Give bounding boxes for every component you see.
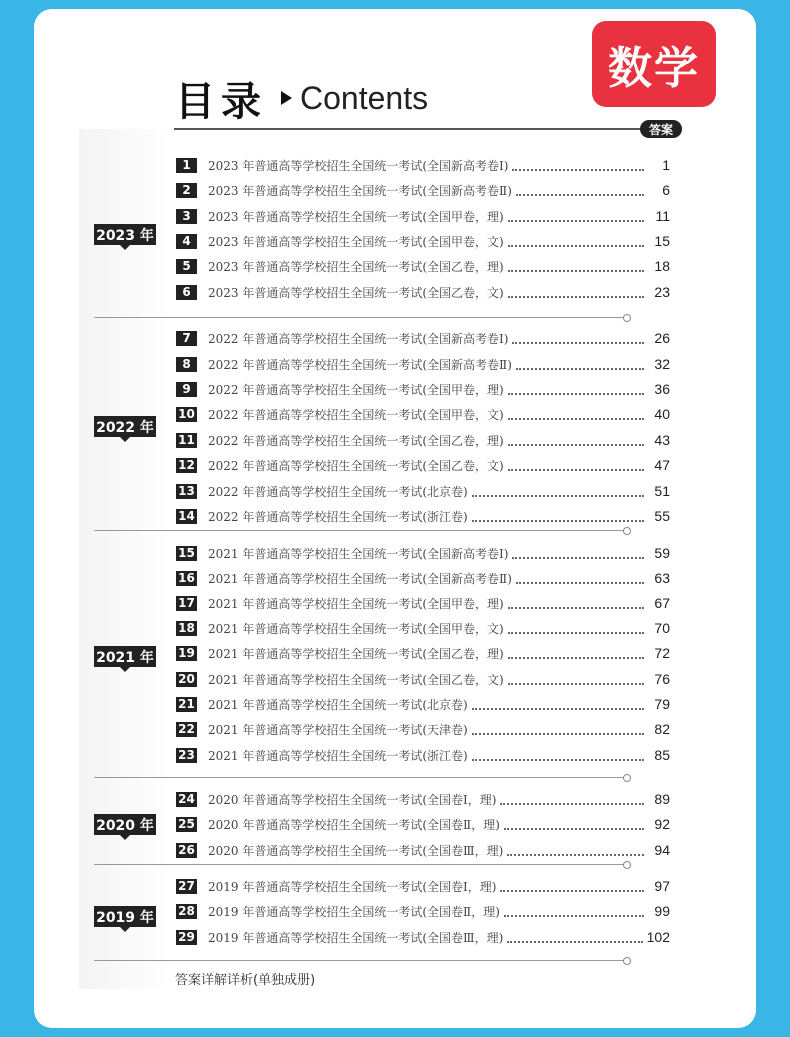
entry-title: 2019 年普通高等学校招生全国统一考试(全国卷Ⅲ，理) [208, 930, 504, 945]
entry-title: 2021 年普通高等学校招生全国统一考试(天津卷) [208, 722, 468, 737]
entry-title: 2022 年普通高等学校招生全国统一考试(浙江卷) [208, 509, 468, 524]
entry-page: 11 [655, 208, 670, 224]
entry-page: 89 [654, 791, 670, 807]
entry-title: 2021 年普通高等学校招生全国统一考试(浙江卷) [208, 748, 468, 763]
entry-page: 72 [654, 645, 670, 661]
entry-number: 15 [176, 546, 197, 561]
toc-entry[interactable] [176, 790, 670, 808]
entry-title: 2023 年普通高等学校招生全国统一考试(全国甲卷，理) [208, 209, 504, 224]
leader-dots [472, 511, 644, 522]
divider-end-dot [623, 774, 631, 782]
entry-title: 2023 年普通高等学校招生全国统一考试(全国甲卷，文) [208, 234, 504, 249]
entry-number: 23 [176, 748, 197, 763]
entry-title: 2022 年普通高等学校招生全国统一考试(全国新高考卷Ⅰ) [208, 331, 509, 346]
leader-dots [472, 724, 644, 735]
year-label: 2021 年 [94, 646, 156, 667]
leader-dots [512, 160, 644, 171]
entry-page: 6 [662, 182, 670, 198]
section-divider [94, 777, 624, 778]
toc-entry[interactable] [176, 156, 670, 174]
entry-number: 25 [176, 817, 197, 832]
entry-page: 1 [662, 157, 670, 173]
entry-page: 43 [654, 432, 670, 448]
leader-dots [504, 819, 644, 830]
title-cn: 目录 [175, 78, 267, 125]
entry-title: 2022 年普通高等学校招生全国统一考试(全国乙卷，理) [208, 433, 504, 448]
toc-entry[interactable] [176, 670, 670, 688]
answer-column-label: 答案 [640, 120, 682, 138]
toc-entry[interactable] [176, 746, 670, 764]
entry-number: 13 [176, 484, 197, 499]
header-rule [174, 128, 640, 130]
entry-title: 2020 年普通高等学校招生全国统一考试(全国卷Ⅱ，理) [208, 817, 500, 832]
entry-page: 55 [654, 508, 670, 524]
leader-dots [508, 236, 644, 247]
toc-entry[interactable] [176, 877, 670, 895]
leader-dots [512, 333, 644, 344]
toc-entry[interactable] [176, 902, 670, 920]
entry-number: 28 [176, 904, 197, 919]
entry-number: 2 [176, 183, 197, 198]
toc-entry[interactable] [176, 619, 670, 637]
entry-page: 40 [654, 406, 670, 422]
entry-number: 12 [176, 458, 197, 473]
entry-page: 23 [654, 284, 670, 300]
toc-entry[interactable] [176, 283, 670, 301]
toc-entry[interactable] [176, 594, 670, 612]
leader-dots [507, 845, 644, 856]
entry-number: 11 [176, 433, 197, 448]
entry-title: 2023 年普通高等学校招生全国统一考试(全国新高考卷Ⅱ) [208, 183, 512, 198]
section-divider [94, 960, 624, 961]
entry-page: 59 [654, 545, 670, 561]
divider-end-dot [623, 314, 631, 322]
toc-entry[interactable] [176, 482, 670, 500]
entry-title: 2020 年普通高等学校招生全国统一考试(全国卷Ⅰ，理) [208, 792, 497, 807]
entry-page: 99 [654, 903, 670, 919]
leader-dots [472, 486, 644, 497]
leader-dots [472, 699, 644, 710]
toc-entry[interactable] [176, 232, 670, 250]
leader-dots [508, 409, 644, 420]
entry-page: 47 [654, 457, 670, 473]
subject-badge: 数学 [592, 21, 716, 107]
entry-number: 10 [176, 407, 197, 422]
entry-page: 18 [654, 258, 670, 274]
entry-page: 36 [654, 381, 670, 397]
entry-page: 67 [654, 595, 670, 611]
entry-title: 2021 年普通高等学校招生全国统一考试(全国乙卷，理) [208, 646, 504, 661]
leader-dots [508, 384, 644, 395]
leader-dots [508, 435, 644, 446]
entry-number: 5 [176, 259, 197, 274]
entry-number: 14 [176, 509, 197, 524]
leader-dots [472, 750, 644, 761]
toc-entry[interactable] [176, 329, 670, 347]
entry-title: 2022 年普通高等学校招生全国统一考试(全国甲卷，理) [208, 382, 504, 397]
toc-entry[interactable] [176, 380, 670, 398]
entry-title: 2021 年普通高等学校招生全国统一考试(全国甲卷，文) [208, 621, 504, 636]
entry-title: 2022 年普通高等学校招生全国统一考试(全国乙卷，文) [208, 458, 504, 473]
toc-entry[interactable] [176, 431, 670, 449]
leader-dots [500, 794, 644, 805]
entry-page: 32 [654, 356, 670, 372]
toc-entry[interactable] [176, 841, 670, 859]
toc-entry[interactable] [176, 456, 670, 474]
year-label: 2019 年 [94, 906, 156, 927]
entry-title: 2022 年普通高等学校招生全国统一考试(全国新高考卷Ⅱ) [208, 357, 512, 372]
entry-title: 2019 年普通高等学校招生全国统一考试(全国卷Ⅰ，理) [208, 879, 497, 894]
entry-page: 76 [654, 671, 670, 687]
leader-dots [508, 623, 644, 634]
entry-title: 2023 年普通高等学校招生全国统一考试(全国乙卷，文) [208, 285, 504, 300]
entry-number: 18 [176, 621, 197, 636]
toc-entry[interactable] [176, 257, 670, 275]
entry-page: 70 [654, 620, 670, 636]
divider-end-dot [623, 957, 631, 965]
entry-title: 2021 年普通高等学校招生全国统一考试(全国甲卷，理) [208, 596, 504, 611]
entry-number: 26 [176, 843, 197, 858]
leader-dots [508, 211, 644, 222]
leader-dots [516, 359, 644, 370]
entry-number: 1 [176, 158, 197, 173]
toc-entry[interactable] [176, 928, 670, 946]
entry-title: 2019 年普通高等学校招生全国统一考试(全国卷Ⅱ，理) [208, 904, 500, 919]
entry-title: 2023 年普通高等学校招生全国统一考试(全国新高考卷Ⅰ) [208, 158, 509, 173]
entry-number: 29 [176, 930, 197, 945]
leader-dots [508, 648, 644, 659]
entry-number: 16 [176, 571, 197, 586]
divider-end-dot [623, 861, 631, 869]
toc-entry[interactable] [176, 405, 670, 423]
entry-number: 19 [176, 646, 197, 661]
faded-background-text [79, 129, 169, 989]
entry-page: 92 [654, 816, 670, 832]
leader-dots [516, 573, 644, 584]
leader-dots [500, 881, 644, 892]
entry-title: 2021 年普通高等学校招生全国统一考试(全国新高考卷Ⅱ) [208, 571, 512, 586]
entry-title: 2023 年普通高等学校招生全国统一考试(全国乙卷，理) [208, 259, 504, 274]
entry-number: 24 [176, 792, 197, 807]
entry-page: 94 [654, 842, 670, 858]
footer-note: 答案详解详析(单独成册) [175, 973, 316, 988]
entry-number: 8 [176, 357, 197, 372]
entry-number: 6 [176, 285, 197, 300]
entry-number: 27 [176, 879, 197, 894]
leader-dots [508, 674, 644, 685]
triangle-icon [281, 91, 292, 105]
entry-number: 22 [176, 722, 197, 737]
entry-page: 79 [654, 696, 670, 712]
leader-dots [508, 598, 644, 609]
year-label: 2023 年 [94, 224, 156, 245]
entry-number: 17 [176, 596, 197, 611]
toc-entry[interactable] [176, 355, 670, 373]
title-en: Contents [300, 79, 429, 116]
entry-number: 7 [176, 331, 197, 346]
entry-number: 3 [176, 209, 197, 224]
toc-entry[interactable] [176, 507, 670, 525]
entry-page: 15 [654, 233, 670, 249]
divider-end-dot [623, 527, 631, 535]
entry-title: 2021 年普通高等学校招生全国统一考试(北京卷) [208, 697, 468, 712]
leader-dots [512, 548, 644, 559]
leader-dots [504, 906, 644, 917]
entry-page: 51 [654, 483, 670, 499]
entry-page: 82 [654, 721, 670, 737]
leader-dots [508, 261, 644, 272]
year-label: 2022 年 [94, 416, 156, 437]
entry-title: 2020 年普通高等学校招生全国统一考试(全国卷Ⅲ，理) [208, 843, 504, 858]
toc-entry[interactable] [176, 207, 670, 225]
entry-number: 20 [176, 672, 197, 687]
leader-dots [507, 932, 642, 943]
section-divider [94, 317, 624, 318]
toc-entry[interactable] [176, 695, 670, 713]
toc-entry[interactable] [176, 569, 670, 587]
toc-entry[interactable] [176, 720, 670, 738]
leader-dots [516, 185, 644, 196]
toc-entry[interactable] [176, 544, 670, 562]
entry-title: 2022 年普通高等学校招生全国统一考试(全国甲卷，文) [208, 407, 504, 422]
year-label: 2020 年 [94, 814, 156, 835]
entry-title: 2021 年普通高等学校招生全国统一考试(全国新高考卷Ⅰ) [208, 546, 509, 561]
entry-title: 2021 年普通高等学校招生全国统一考试(全国乙卷，文) [208, 672, 504, 687]
toc-entry[interactable] [176, 644, 670, 662]
toc-entry[interactable] [176, 181, 670, 199]
entry-number: 9 [176, 382, 197, 397]
toc-entry[interactable] [176, 815, 670, 833]
entry-number: 21 [176, 697, 197, 712]
entry-page: 102 [646, 929, 670, 945]
entry-page: 63 [654, 570, 670, 586]
entry-page: 97 [654, 878, 670, 894]
leader-dots [508, 287, 644, 298]
entry-number: 4 [176, 234, 197, 249]
entry-title: 2022 年普通高等学校招生全国统一考试(北京卷) [208, 484, 468, 499]
section-divider [94, 530, 624, 531]
entry-page: 85 [654, 747, 670, 763]
entry-page: 26 [654, 330, 670, 346]
section-divider [94, 864, 624, 865]
page-title [175, 73, 428, 123]
page-card [34, 9, 756, 1028]
leader-dots [508, 460, 644, 471]
